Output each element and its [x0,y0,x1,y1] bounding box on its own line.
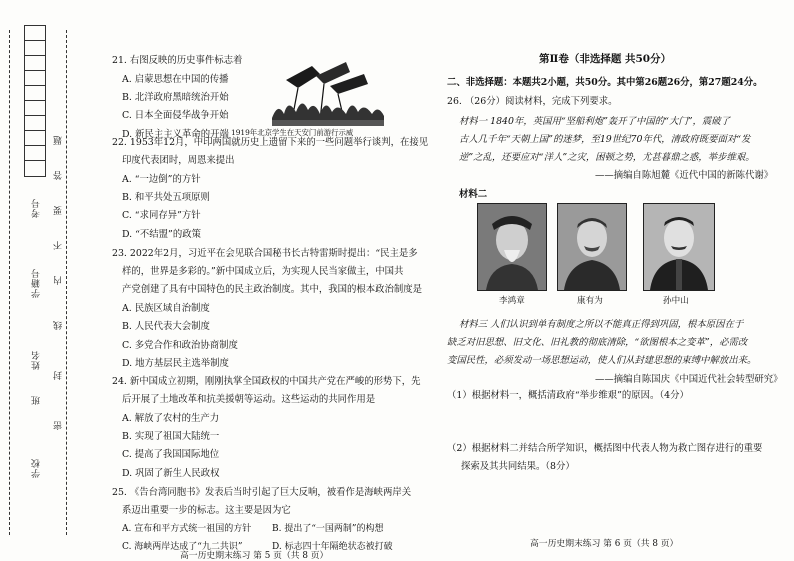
cut-line-outer [9,30,10,535]
right-page [447,0,783,561]
q24-stem-line1: 24. 新中国成立初期，刚刚执掌全国政权的中国共产党在严峻的形势下，先 [112,376,421,387]
seal-char: 内 [54,275,64,285]
q25-stem-line2: 系迈出重要一步的标志。这主要是因为它 [122,505,291,516]
q23-option-b: B. 人民代表大会制度 [122,321,210,332]
q23-stem-line2: 样的，世界是多彩的。”新中国成立后，为实现人民当家做主，中国共 [122,266,404,277]
seal-char: 密 [54,420,64,430]
q24-option-b: B. 实现了祖国大陆统一 [122,431,220,442]
portrait-kang-youwei [557,203,627,291]
q25-option-a: A. 宣布和平方式统一祖国的方针 [122,524,252,534]
q26-sub2-line1: （2）根据材料二并结合所学知识，概括图中代表人物为救亡图存进行的重要 [447,443,763,454]
q24-stem-line2: 后开展了土地改革和抗美援朝等运动。这些运动的共同作用是 [122,394,376,405]
q24-option-a: A. 解放了农村的生产力 [122,413,220,424]
q23-option-c: C. 多党合作和政治协商制度 [122,340,238,351]
name-label: 姓名 [32,350,42,370]
q21-option-c: C. 日本全面侵华战争开始 [122,110,229,121]
left-page [112,0,429,561]
material3-source: ——摘编自陈国庆《中国近代社会转型研究》 [595,374,783,385]
q21-option-a: A. 启蒙思想在中国的传播 [122,74,229,85]
q24-option-c: C. 提高了我国国际地位 [122,449,220,460]
exam-number-label: 考号 [32,198,42,218]
material3-line2: 缺乏对旧思想、旧文化、旧礼教的彻底清除，“欲图根本之变革”，必需改 [447,337,748,348]
q25-stem-line1: 25. 《告台湾同胞书》发表后当时引起了巨大反响，被看作是海峡两岸关 [112,487,412,498]
seal-char: 题 [54,135,64,145]
q22-stem-line2: 印度代表团时，周恩来提出 [122,155,235,166]
q21-option-b: B. 北洋政府黑暗统治开始 [122,92,229,103]
seal-char: 不 [54,240,64,250]
school-label: 学校 [32,458,42,478]
cut-line-inner [66,30,67,535]
binding-strip [0,0,78,561]
q25-option-d: D. 标志四十年隔绝状态被打破 [272,542,393,552]
q22-option-a: A. “一边倒”的方针 [122,174,201,185]
q25-option-c: C. 海峡两岸达成了“九二共识” [122,542,243,552]
q25-option-b: B. 提出了“一国两制”的构想 [272,524,384,534]
section-ii-intro: 二、非选择题：本题共2小题，共50分。其中第26题26分，第27题24分。 [447,77,763,88]
material1-line1: 材料一 1840年，英国用“坚船利炮”轰开了中国的“大门”，震破了 [459,116,731,127]
q24-option-d: D. 巩固了新生人民政权 [122,468,220,479]
portrait-li-hongzhang [477,203,547,291]
q26-stem: 26. （26分）阅读材料，完成下列要求。 [447,96,618,107]
material3-line3: 变国民性，必须发动一场思想运动，使人们从封建思想的束缚中解放出来。 [447,355,757,366]
left-page-footer: 高一历史期末练习 第 5 页（共 8 页） [180,551,329,561]
q22-stem-line1: 22. 1953年12月，中印两国就历史上遗留下来的一些问题举行谈判，在接见 [112,137,429,148]
portrait-label-li: 李鸿章 [499,296,525,306]
material3-line1: 材料三 人们认识到单有制度之所以不能真正得到巩固，根本原因在于 [459,319,744,330]
seal-char: 线 [54,320,64,330]
material1-line2: 古人几千年“天朝上国”的迷梦，至19世纪70年代，清政府既要面对“发 [459,134,751,145]
section-ii-title: 第Ⅱ卷（非选择题 共50分） [539,53,672,65]
q23-option-d: D. 地方基层民主选举制度 [122,358,229,369]
q23-stem-line3: 产党创建了具有中国特色的民主政治制度。其中，我国的根本政治制度是 [122,284,423,295]
material1-source: ——摘编自陈旭麓《近代中国的新陈代谢》 [595,170,774,181]
q22-option-d: D. “不结盟”的政策 [122,229,201,240]
q22-option-b: B. 和平共处五项原则 [122,192,210,203]
portrait-label-kang: 康有为 [577,296,603,306]
score-box [24,25,46,177]
q21-stem: 21. 右图反映的历史事件标志着 [112,55,243,66]
portrait-sun-yat-sen [643,203,715,291]
right-page-footer: 高一历史期末练习 第 6 页（共 8 页） [530,539,679,549]
q26-sub1: （1）根据材料一，概括清政府“举步维艰”的原因。（4分） [447,390,689,401]
class-label: 班 [32,395,42,405]
portrait-label-sun: 孙中山 [663,296,689,306]
q23-option-a: A. 民族区域自治制度 [122,303,210,314]
q21-protest-photo [268,58,386,130]
material2-label: 材料二 [459,189,488,200]
q21-photo-caption: 1919年北京学生在天安门前游行示威 [231,128,354,137]
material1-line3: 逆”之乱，还要应对“洋人”之灾，困顿之势，尤甚暮鼎之惑，举步维艰。 [459,152,755,163]
seal-char: 答 [54,170,64,180]
q23-stem-line1: 23. 2022年2月，习近平在会见联合国秘书长古特雷斯时提出：“民主是多 [112,248,418,259]
q22-option-c: C. “求同存异”方针 [122,210,201,221]
q21-option-d: D. 新民主主义革命的开端 [122,129,229,140]
seal-char: 要 [54,205,64,215]
seal-char: 封 [54,370,64,380]
q26-sub2-line2: 探索及其共同结果。（8分） [461,461,575,472]
student-id-label: 学籍号 [32,268,42,298]
